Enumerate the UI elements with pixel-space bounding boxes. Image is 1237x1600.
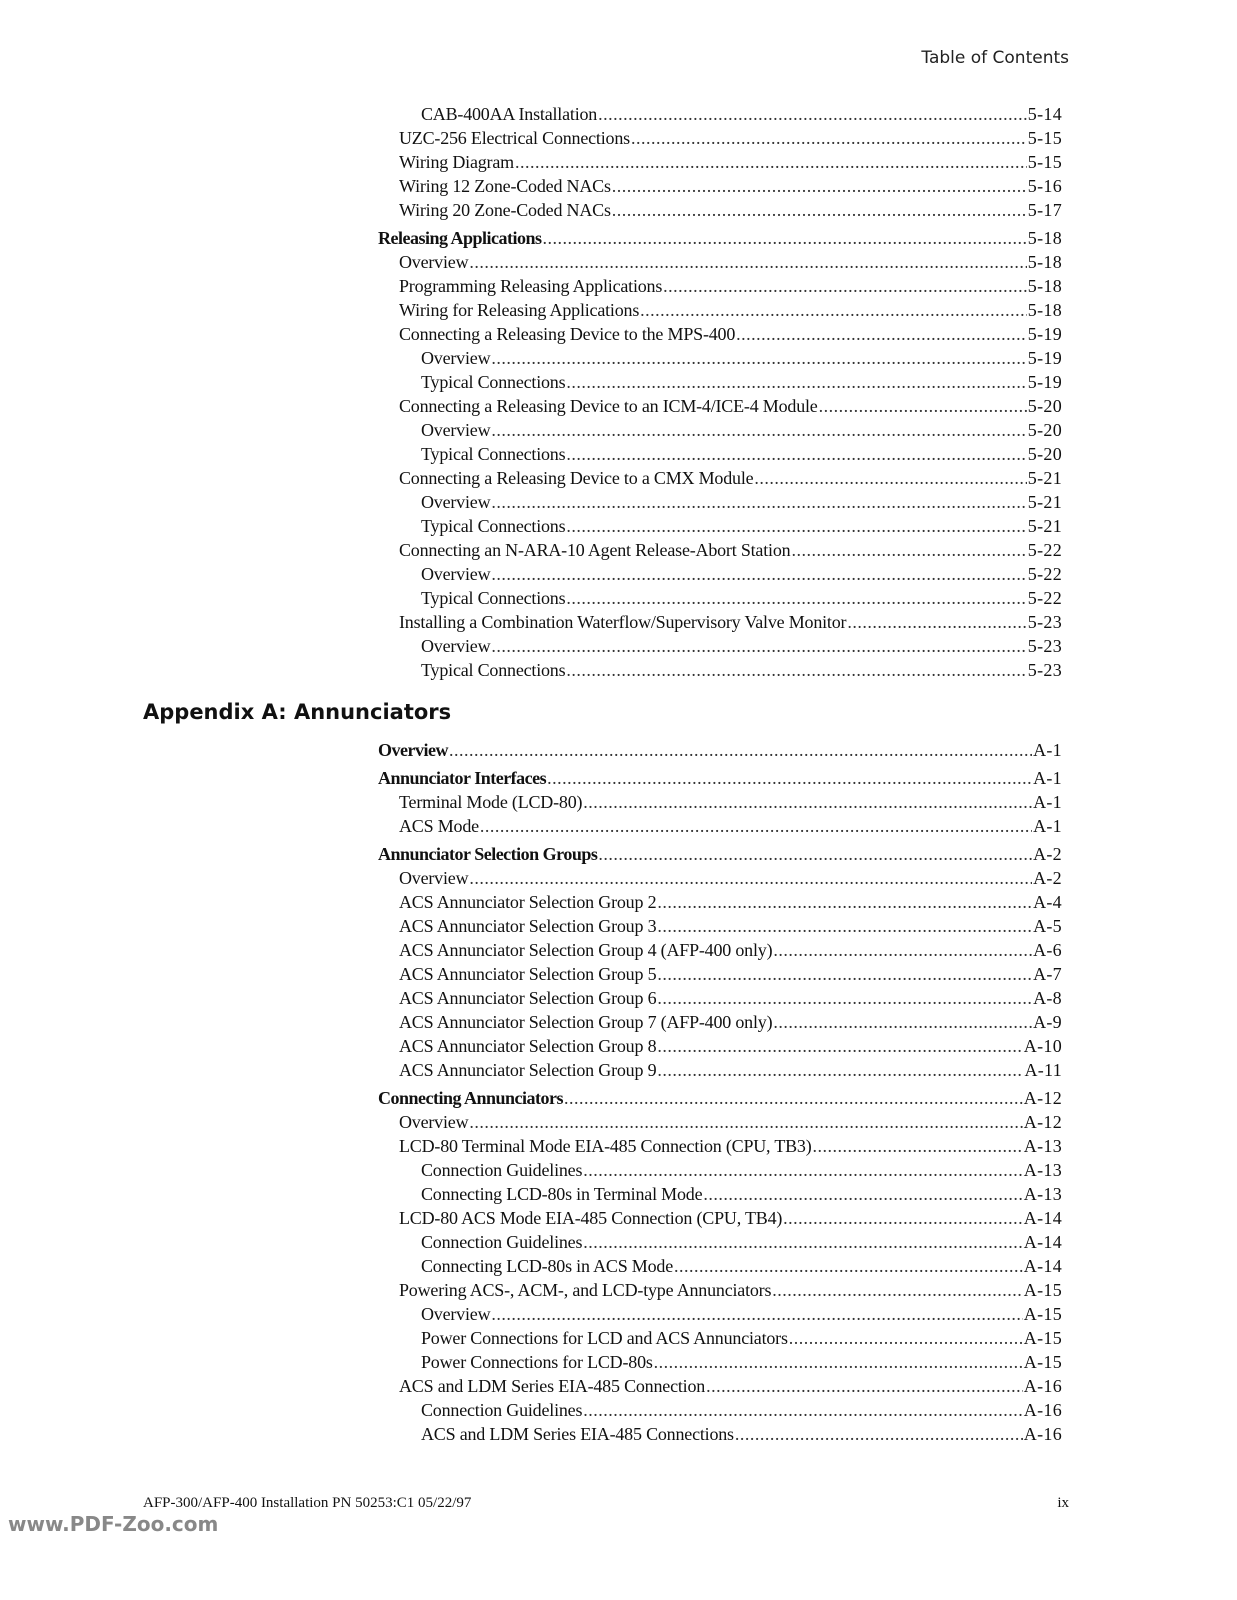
toc-dot-leader [598,842,1032,866]
toc-entry-title: Connecting LCD-80s in ACS Mode [421,1256,674,1276]
toc-entry[interactable] [378,1182,1062,1206]
toc-entry[interactable] [378,1110,1062,1134]
toc-entry[interactable] [378,322,1062,346]
toc-entry-title: Overview [421,420,491,440]
toc-dot-leader [449,738,1032,762]
toc-dot-leader [736,322,1027,346]
toc-entry-page: A-15 [1023,1280,1062,1300]
toc-entry-page: 5-15 [1027,128,1062,148]
footer-document-id: AFP-300/AFP-400 Installation PN 50253:C1 05/22/97 [143,1495,472,1511]
toc-dot-leader [566,658,1026,682]
toc-entry[interactable] [378,514,1062,538]
toc-entry[interactable] [378,538,1062,562]
toc-entry-title: ACS Annunciator Selection Group 3 [399,916,657,936]
toc-dot-leader [469,250,1026,274]
toc-entry[interactable] [378,418,1062,442]
toc-entry-title: Connection Guidelines [421,1232,583,1252]
toc-entry-page: 5-18 [1027,252,1062,272]
toc-entry-page: A-1 [1033,816,1062,836]
toc-entry[interactable] [378,1134,1062,1158]
toc-dot-leader [566,514,1026,538]
toc-dot-leader [469,1110,1022,1134]
toc-entry-title: ACS Annunciator Selection Group 2 [399,892,657,912]
toc-dot-leader [703,1182,1022,1206]
toc-entry[interactable] [378,226,1062,250]
toc-entry-page: 5-20 [1027,396,1062,416]
toc-entry[interactable] [378,610,1062,634]
toc-dot-leader [515,150,1027,174]
toc-entry-page: A-15 [1023,1352,1062,1372]
toc-dot-leader [547,766,1032,790]
toc-entry-title: Releasing Applications [378,228,542,248]
toc-entry[interactable] [378,962,1062,986]
toc-entry[interactable] [378,1326,1062,1350]
toc-entry-title: Power Connections for LCD and ACS Annunciators [421,1328,788,1348]
toc-list-appendix-a [378,734,1062,1446]
toc-entry[interactable] [378,814,1062,838]
toc-entry-page: A-6 [1033,940,1062,960]
toc-entry-title: Overview [399,1112,469,1132]
toc-entry[interactable] [378,1230,1062,1254]
toc-entry-page: 5-22 [1027,564,1062,584]
toc-entry-page: A-2 [1033,844,1062,864]
toc-entry-title: Connecting a Releasing Device to a CMX Module [399,468,754,488]
toc-dot-leader [791,538,1026,562]
toc-entry-page: 5-20 [1027,420,1062,440]
toc-entry-page: A-16 [1023,1400,1062,1420]
toc-entry[interactable] [378,1254,1062,1278]
toc-entry-page: 5-21 [1027,468,1062,488]
toc-entry[interactable] [378,890,1062,914]
toc-entry[interactable] [378,1422,1062,1446]
toc-entry-page: 5-18 [1027,228,1062,248]
toc-dot-leader [773,938,1032,962]
toc-entry-title: ACS Mode [399,816,479,836]
toc-entry-page: A-4 [1033,892,1062,912]
toc-entry-page: A-1 [1033,768,1062,788]
toc-entry[interactable] [378,394,1062,418]
toc-entry[interactable] [378,1374,1062,1398]
toc-entry-title: ACS Annunciator Selection Group 9 [399,1060,657,1080]
toc-entry-title: ACS Annunciator Selection Group 4 (AFP-400 only) [399,940,773,960]
toc-entry[interactable] [378,174,1062,198]
toc-entry[interactable] [378,1158,1062,1182]
toc-entry-title: Overview [378,740,448,760]
toc-entry-title: UZC-256 Electrical Connections [399,128,630,148]
toc-entry-page: A-12 [1023,1088,1062,1108]
toc-dot-leader [612,198,1027,222]
toc-entry[interactable] [378,466,1062,490]
toc-entry-page: 5-21 [1027,492,1062,512]
toc-entry-title: Annunciator Selection Groups [378,844,598,864]
toc-entry[interactable] [378,298,1062,322]
toc-entry-title: Connecting a Releasing Device to the MPS-400 [399,324,736,344]
toc-entry-title: Overview [421,636,491,656]
toc-entry-page: A-13 [1023,1136,1062,1156]
toc-entry[interactable] [378,1278,1062,1302]
toc-entry-title: Overview [399,252,469,272]
toc-entry-page: A-7 [1033,964,1062,984]
toc-dot-leader [657,890,1032,914]
toc-entry-title: Connecting LCD-80s in Terminal Mode [421,1184,703,1204]
toc-dot-leader [491,346,1026,370]
toc-entry-title: Connection Guidelines [421,1160,583,1180]
appendix-a-heading: Appendix A: Annunciators [143,700,452,724]
toc-entry[interactable] [378,866,1062,890]
toc-entry[interactable] [378,150,1062,174]
toc-dot-leader [847,610,1026,634]
toc-dot-leader [612,174,1027,198]
toc-dot-leader [583,790,1032,814]
toc-entry-title: Typical Connections [421,660,566,680]
toc-entry[interactable] [378,126,1062,150]
toc-dot-leader [491,562,1026,586]
toc-entry-title: ACS and LDM Series EIA-485 Connections [421,1424,734,1444]
toc-entry[interactable] [378,102,1062,126]
toc-entry-title: Powering ACS-, ACM-, and LCD-type Annunciators [399,1280,772,1300]
toc-dot-leader [735,1422,1023,1446]
toc-dot-leader [598,102,1027,126]
toc-entry-title: Overview [421,564,491,584]
toc-entry-page: A-9 [1033,1012,1062,1032]
toc-entry-title: Connecting a Releasing Device to an ICM-4/ICE-4 Module [399,396,818,416]
toc-entry-page: 5-14 [1027,104,1062,124]
running-header-title: Table of Contents [921,48,1069,68]
toc-dot-leader [491,634,1026,658]
toc-dot-leader [773,1010,1032,1034]
toc-entry-page: 5-23 [1027,612,1062,632]
toc-entry-page: A-14 [1023,1208,1062,1228]
toc-dot-leader [631,126,1027,150]
toc-entry-page: A-16 [1023,1376,1062,1396]
toc-entry-title: Power Connections for LCD-80s [421,1352,653,1372]
toc-entry-title: Installing a Combination Waterflow/Supervisory Valve Monitor [399,612,847,632]
toc-entry-title: ACS Annunciator Selection Group 7 (AFP-400 only) [399,1012,773,1032]
toc-dot-leader [491,418,1026,442]
toc-entry-page: 5-19 [1027,348,1062,368]
toc-entry-page: A-11 [1024,1060,1062,1080]
toc-dot-leader [543,226,1027,250]
toc-entry[interactable] [378,198,1062,222]
toc-entry[interactable] [378,842,1062,866]
toc-entry[interactable] [378,1350,1062,1374]
toc-entry-page: A-16 [1023,1424,1062,1444]
toc-dot-leader [754,466,1026,490]
toc-entry-title: Connecting Annunciators [378,1088,564,1108]
toc-entry-page: A-5 [1033,916,1062,936]
toc-dot-leader [819,394,1027,418]
toc-entry-title: Connecting an N-ARA-10 Agent Release-Abort Station [399,540,791,560]
toc-entry-page: A-15 [1023,1328,1062,1348]
toc-entry-page: A-13 [1023,1184,1062,1204]
toc-dot-leader [480,814,1032,838]
toc-dot-leader [566,442,1026,466]
toc-entry-page: A-15 [1023,1304,1062,1324]
footer-page-number: ix [1057,1495,1069,1511]
toc-entry-title: Typical Connections [421,588,566,608]
toc-entry-page: A-1 [1033,792,1062,812]
toc-entry-title: Terminal Mode (LCD-80) [399,792,583,812]
toc-entry[interactable] [378,442,1062,466]
toc-dot-leader [564,1086,1023,1110]
toc-entry[interactable] [378,634,1062,658]
toc-dot-leader [654,1350,1023,1374]
toc-entry[interactable] [378,586,1062,610]
toc-dot-leader [566,586,1026,610]
toc-entry[interactable] [378,250,1062,274]
toc-dot-leader [566,370,1026,394]
toc-entry-page: 5-23 [1027,660,1062,680]
toc-dot-leader [583,1158,1023,1182]
toc-entry-title: CAB-400AA Installation [421,104,598,124]
toc-entry-title: Wiring 20 Zone-Coded NACs [399,200,611,220]
toc-entry[interactable] [378,274,1062,298]
toc-entry-title: ACS Annunciator Selection Group 5 [399,964,657,984]
toc-entry-page: 5-15 [1027,152,1062,172]
toc-dot-leader [583,1230,1023,1254]
toc-entry-page: 5-18 [1027,300,1062,320]
toc-entry-title: Overview [421,492,491,512]
toc-dot-leader [772,1278,1023,1302]
toc-entry[interactable] [378,1086,1062,1110]
toc-entry-page: A-13 [1023,1160,1062,1180]
toc-entry-title: ACS Annunciator Selection Group 8 [399,1036,657,1056]
toc-dot-leader [657,1058,1023,1082]
toc-dot-leader [469,866,1032,890]
toc-entry[interactable] [378,490,1062,514]
toc-entry-page: 5-18 [1027,276,1062,296]
toc-entry-title: LCD-80 Terminal Mode EIA-485 Connection (CPU, TB3) [399,1136,812,1156]
toc-entry-page: 5-19 [1027,372,1062,392]
toc-dot-leader [789,1326,1023,1350]
toc-entry-title: Overview [399,868,469,888]
toc-entry-title: LCD-80 ACS Mode EIA-485 Connection (CPU, TB4) [399,1208,783,1228]
toc-dot-leader [640,298,1027,322]
toc-entry-title: Wiring 12 Zone-Coded NACs [399,176,611,196]
toc-entry-title: ACS and LDM Series EIA-485 Connection [399,1376,706,1396]
watermark-text: www.PDF-Zoo.com [8,1512,219,1536]
toc-dot-leader [657,1034,1022,1058]
toc-dot-leader [583,1398,1023,1422]
toc-entry-page: A-14 [1023,1232,1062,1252]
toc-entry-page: A-12 [1023,1112,1062,1132]
toc-entry-page: 5-17 [1027,200,1062,220]
toc-entry-title: Overview [421,1304,491,1324]
toc-entry[interactable] [378,562,1062,586]
toc-entry-page: 5-22 [1027,588,1062,608]
toc-entry-page: 5-19 [1027,324,1062,344]
toc-entry-page: A-1 [1033,740,1062,760]
toc-entry[interactable] [378,1034,1062,1058]
toc-dot-leader [657,986,1032,1010]
toc-entry[interactable] [378,346,1062,370]
toc-entry-title: Annunciator Interfaces [378,768,547,788]
toc-entry-title: Connection Guidelines [421,1400,583,1420]
toc-entry[interactable] [378,1206,1062,1230]
toc-entry[interactable] [378,1010,1062,1034]
toc-entry[interactable] [378,914,1062,938]
toc-entry[interactable] [378,766,1062,790]
toc-entry-title: Overview [421,348,491,368]
toc-entry-page: A-2 [1033,868,1062,888]
toc-list-section-5 [378,102,1062,682]
toc-entry[interactable] [378,790,1062,814]
toc-entry-title: Wiring for Releasing Applications [399,300,640,320]
toc-entry[interactable] [378,1302,1062,1326]
toc-entry[interactable] [378,1058,1062,1082]
toc-entry-title: Wiring Diagram [399,152,514,172]
toc-dot-leader [491,1302,1022,1326]
toc-dot-leader [783,1206,1023,1230]
toc-dot-leader [491,490,1026,514]
toc-entry-title: Typical Connections [421,516,566,536]
toc-entry-page: 5-23 [1027,636,1062,656]
toc-entry[interactable] [378,986,1062,1010]
toc-entry-page: A-14 [1023,1256,1062,1276]
toc-entry[interactable] [378,1398,1062,1422]
toc-entry[interactable] [378,370,1062,394]
toc-dot-leader [657,914,1032,938]
toc-entry[interactable] [378,738,1062,762]
toc-entry-title: ACS Annunciator Selection Group 6 [399,988,657,1008]
toc-entry-title: Programming Releasing Applications [399,276,663,296]
toc-entry-title: Typical Connections [421,444,566,464]
toc-entry-page: A-10 [1023,1036,1062,1056]
toc-entry[interactable] [378,658,1062,682]
toc-entry-page: 5-22 [1027,540,1062,560]
toc-dot-leader [663,274,1027,298]
toc-entry-page: 5-21 [1027,516,1062,536]
toc-entry-page: A-8 [1033,988,1062,1008]
toc-entry-title: Typical Connections [421,372,566,392]
toc-dot-leader [657,962,1032,986]
toc-dot-leader [674,1254,1023,1278]
toc-entry-page: 5-16 [1027,176,1062,196]
toc-dot-leader [813,1134,1023,1158]
toc-dot-leader [706,1374,1023,1398]
toc-entry[interactable] [378,938,1062,962]
toc-entry-page: 5-20 [1027,444,1062,464]
